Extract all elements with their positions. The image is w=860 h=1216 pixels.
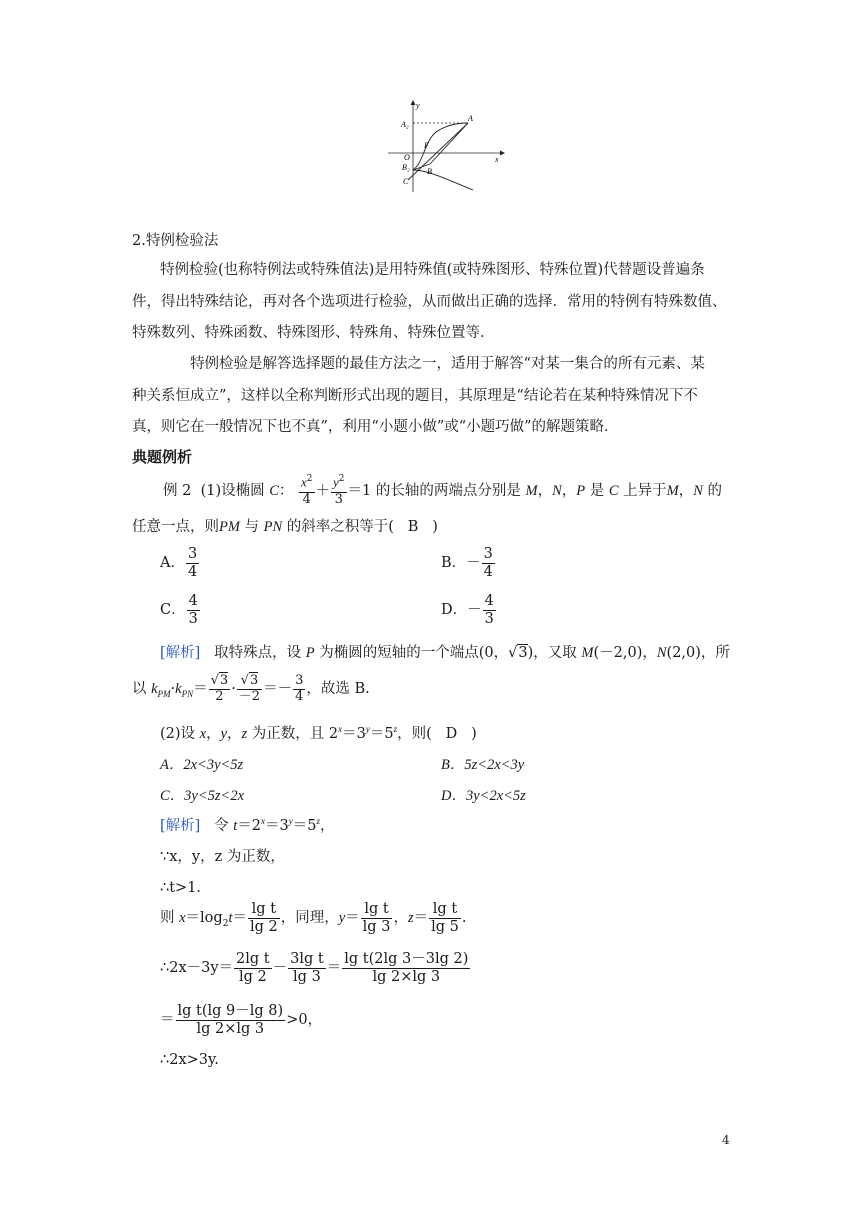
solution2-line2: ∵x，y，z 为正数， — [160, 849, 285, 865]
frac-lg2-5: lg 2 — [238, 968, 267, 985]
option-a — [160, 546, 200, 580]
q2-c: ＝3 — [342, 726, 366, 742]
sol2-l1b: ＝2 — [237, 818, 262, 834]
sol1-d2: －2 — [238, 688, 261, 704]
opt-b-num: 3 — [483, 546, 493, 562]
frac-lg5-3: lg 5 — [431, 918, 459, 935]
den-3: 3 — [334, 491, 343, 507]
y-var: y — [333, 474, 339, 490]
frac-den6: lg 2×lg 3 — [196, 1020, 265, 1037]
opt-d-num: 4 — [484, 593, 494, 609]
opt-d-label: D．－ — [441, 602, 482, 619]
sol1-n1: 3 — [219, 672, 229, 688]
solution1-line1: [解析] 取特殊点，设 P 为椭圆的短轴的一个端点(0，√3)，又取 M(－2,0)，N(2,0)，所 — [160, 645, 730, 661]
frac-3lgt: 3lg t — [290, 950, 324, 967]
q1-rest: 是 — [589, 483, 605, 499]
ex2-label: 例 2 — [163, 483, 192, 499]
sol1-l1a: 取特殊点，设 — [214, 645, 302, 661]
q2-answer: D — [445, 726, 458, 742]
fig-label-a: A — [468, 114, 473, 123]
fig-label-o: O — [404, 153, 410, 162]
option2-b: B．5z<2x<3y — [441, 757, 525, 773]
sol1-l1d: )，又取 — [527, 645, 577, 661]
para2-line2: 种关系恒成立”，这样以全称判断形式出现的题目，其原理是“结论若在某种特殊情况下不 — [132, 388, 698, 404]
sol1-l2b: ＝ — [193, 681, 208, 697]
opt-c-label: C． — [160, 602, 186, 619]
sol2-l4c: ＝ — [232, 910, 247, 926]
frac-lg3-5: lg 3 — [293, 968, 321, 985]
sol1-sqrt3: 3 — [518, 645, 528, 661]
option2-d: D．3y<2x<5z — [441, 788, 526, 804]
fig-label-a2: A₂ — [401, 120, 409, 129]
para2-line1: 特例检验是解答选择题的最佳方法之一，适用于解答“对某一集合的所有元素、某 — [190, 356, 705, 372]
sol2-same: ，同理， — [280, 910, 339, 926]
frac-num6: lg t(lg 9－lg 8) — [177, 1002, 284, 1019]
para1-line3: 特殊数列、特殊函数、特殊图形、特殊角、特殊位置等． — [132, 325, 495, 341]
q1-c: C — [269, 483, 279, 499]
sol1-l1b: 为椭圆的短轴的一个端点(0， — [319, 645, 509, 661]
option2-a: A．2x<3y<5z — [160, 757, 244, 773]
option-c — [160, 593, 201, 627]
frac-2lgt: 2lg t — [236, 950, 270, 967]
q2-close: ) — [471, 726, 477, 742]
q2-e: ，则( — [397, 726, 432, 742]
q1-rest2: 上异于 — [623, 483, 667, 499]
para1-line2: 件，得出特殊结论，再对各个选项进行检验，从而做出正确的选择．常用的特例有特殊数值、 — [132, 294, 727, 310]
sol2-l4a: 则 — [160, 910, 175, 926]
q2-a: (2)设 — [160, 726, 196, 742]
sol2-l1: 令 — [214, 818, 229, 834]
x-var: x — [301, 474, 307, 490]
option-b — [441, 546, 496, 580]
solution2-tag: [解析] — [160, 818, 201, 834]
sol2-gt0: >0， — [286, 1012, 323, 1028]
frac-lgt-1: lg t — [248, 901, 280, 919]
ellipse-figure — [388, 98, 508, 194]
solution2-line4: 则 $x=\log_2t=$ $\frac{\text{lg t}}{\lg 2}$ ，同理，y＝ $\frac{\text{lg t}}{\lg 3}$ ，z＝ $\frac{\text{lg t}}{\lg 5}$ . — [160, 900, 467, 935]
sol1-l2a: 以 — [132, 681, 147, 697]
sol1-d4: 4 — [295, 688, 304, 704]
fig-label-y: y — [416, 101, 420, 110]
frac-lgt-2: lg t — [361, 901, 393, 919]
frac-den5: lg 2×lg 3 — [372, 968, 441, 985]
sol1-n3: 3 — [295, 672, 304, 688]
fig-label-x: x — [495, 155, 499, 164]
opt-d-den: 3 — [484, 610, 494, 627]
q2-b: 为正数，且 2 — [251, 726, 339, 742]
q1-rest3: 的 — [707, 483, 722, 499]
q1-line2a: 任意一点，则 — [132, 519, 219, 535]
option2-c: C．3y<5z<2x — [160, 788, 245, 804]
sol2-l1c: ＝3 — [265, 818, 289, 834]
frac-x2-4: $\frac{x^2}{4}$ — [301, 474, 313, 507]
q1-answer: B — [407, 519, 419, 535]
fig-label-f: F — [424, 141, 429, 150]
opt-a-den: 4 — [187, 563, 198, 580]
solution2-line1: [解析] 令 $t=2^x=3^y=5^z$， — [160, 816, 335, 834]
solution-tag: [解析] — [160, 645, 201, 661]
frac-lgt-3: lg t — [429, 901, 461, 919]
solution2-line3: ∴t>1． — [160, 880, 211, 896]
frac-lg3-2: lg 3 — [362, 918, 391, 935]
page-number: 4 — [722, 1133, 730, 1147]
opt-c-num: 4 — [188, 593, 198, 609]
solution1-line2: 以 $k_{PM}\cdot k_{PN}=$ $\frac{√3}{2}$ · $\frac{√3}{-2}$ ＝－ $\frac{3}{4}$ ，故选 B. — [132, 672, 370, 704]
opt-c-den: 3 — [188, 610, 198, 627]
para1-line1: 特例检验(也称特例法或特殊值法)是用特殊值(或特殊图形、特殊位置)代替题设普遍条 — [160, 262, 705, 278]
sol1-eq2: ＝－ — [263, 681, 293, 697]
section-title: 2.特例检验法 — [132, 233, 219, 249]
q1-eq: ＝1 的长轴的两端点分别是 — [347, 483, 521, 499]
sol1-d1: 2 — [215, 688, 224, 704]
ex2-q1-line2: 任意一点，则PM 与 PN 的斜率之积等于( B ) — [132, 519, 438, 535]
frac-lg2-1: lg 2 — [249, 918, 278, 935]
opt-b-label: B．－ — [441, 555, 481, 572]
frac-num5: lg t(2lg 3－3lg 2) — [344, 950, 469, 967]
q1-line2b: 与 — [244, 519, 260, 535]
solution2-line5: ∴2x－3y＝ $\frac{\text{2lg t}}{\lg 2}$ － $\frac{\text{3lg t}}{\lg 3}$ ＝ $\frac{\text{lg t(2lg 3－3lg 2)}}{\lg 2\times\lg 3}$ — [160, 950, 469, 985]
solution2-last: ∴2x>3y. — [160, 1052, 219, 1068]
close-paren: ) — [432, 519, 438, 535]
opt-b-den: 4 — [483, 563, 493, 580]
opt-a-num: 3 — [187, 546, 198, 562]
fig-label-c: C — [403, 177, 409, 186]
den-4: 4 — [302, 491, 311, 507]
sol1-end: ，故选 B. — [306, 681, 370, 697]
fig-label-b2: B₂ — [402, 163, 410, 172]
sol1-l1e: (－2,0)， — [593, 645, 657, 661]
solution2-line6: ＝ $\frac{\text{lg t(lg 9－lg 8)}}{\lg 2\times\lg 3}$ >0， — [160, 1002, 323, 1037]
para2-line3: 真，则它在一般情况下也不真”，利用“小题小做”或“小题巧做”的解题策略． — [132, 419, 619, 435]
q1-line2c: 的斜率之积等于( — [286, 519, 394, 535]
sol2-l4b: ＝log — [185, 910, 223, 926]
opt-a-label: A． — [160, 555, 185, 572]
q2-line: (2)设 x，y，z 为正数，且 $2^x=3^y=5^z$，则( D ) — [160, 724, 477, 742]
sol2-l5a: ∴2x－3y＝ — [160, 960, 234, 976]
q1-colon: ： — [278, 483, 294, 499]
ex2-q1-line1: 例 2 (1)设椭圆 C： $\frac{x^2}{4}$ ＋ $\frac{y^2}{3}$ ＝1 的长轴的两端点分别是 M，N，P 是 C 上异于M，N 的 — [163, 474, 722, 507]
fig-label-b: B — [427, 167, 432, 176]
sol2-l1d: ＝5 — [292, 818, 317, 834]
q1-prefix: (1)设椭圆 — [200, 483, 265, 499]
sol1-l1f: (2,0)，所 — [666, 645, 730, 661]
frac-y2-3: $\frac{y^2}{3}$ — [333, 474, 345, 507]
q2-d: ＝5 — [369, 726, 394, 742]
examples-heading: 典题例析 — [132, 448, 193, 466]
option-d — [441, 593, 497, 627]
sol1-n2: 3 — [249, 672, 259, 688]
